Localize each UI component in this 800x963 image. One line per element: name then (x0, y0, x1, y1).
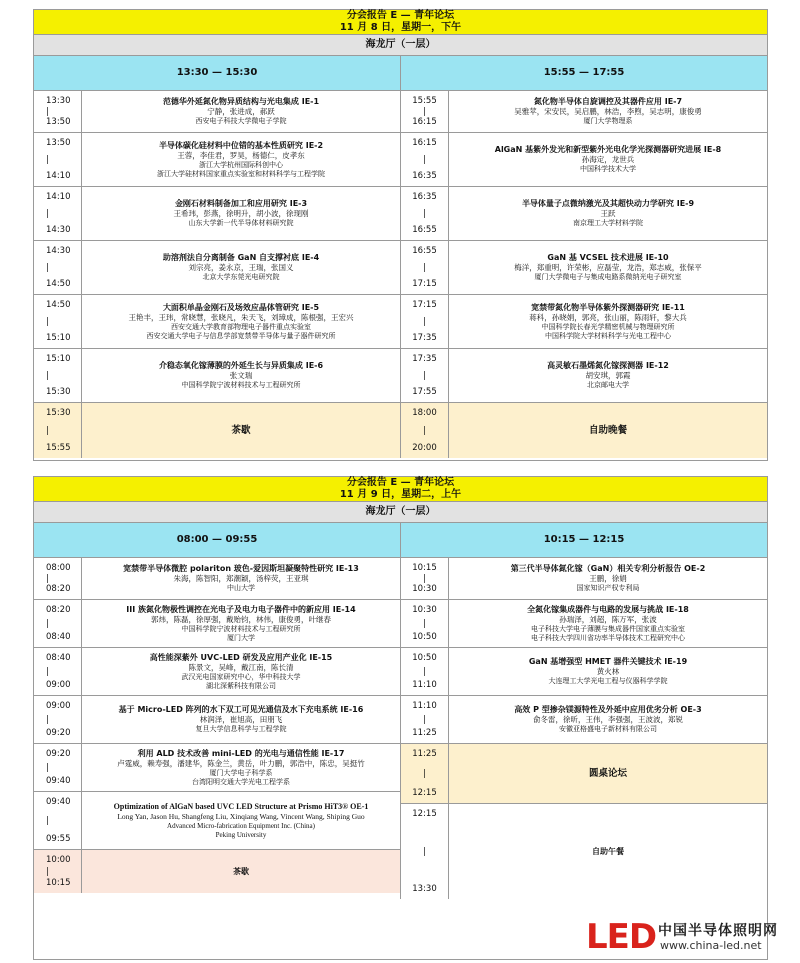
talk-title: 半导体量子点微纳激光及其超快动力学研究 IE-9 (521, 199, 695, 209)
time-slot-bar (34, 523, 767, 558)
session-title: 分会报告 E — 青年论坛 (346, 10, 455, 21)
talk-body (82, 91, 400, 132)
talk-body (449, 744, 767, 803)
talk-authors: 梅洋，郑重明，许荣彬，应磊莹，龙浩，郑志威，张保平 (514, 263, 702, 273)
talk-body (449, 558, 767, 599)
time-cell (401, 648, 449, 695)
talk-authors: 朱海，陈智阳，郑潮颖，汤梓荧，王亚琪 (173, 574, 309, 584)
talk-affiliation: 北京邮电大学 (587, 381, 629, 390)
time-separator: | (46, 370, 49, 381)
slot-right: 15:55 — 17:55 (543, 67, 625, 78)
break-row (401, 804, 767, 899)
end-time: 09:00 (46, 680, 71, 690)
slot-left: 13:30 — 15:30 (34, 56, 401, 90)
talk-affiliation: 厦门大学电子科学系 (209, 768, 273, 777)
talk-affiliation: 西安电子科技大学微电子学院 (195, 117, 287, 126)
talk-authors: 王跃 (600, 209, 616, 219)
talk-authors: 王鹏，徐娟 (589, 574, 627, 584)
talk-title: AlGaN 基紫外发光和新型紫外光电化学光探测器研究进展 IE-8 (494, 145, 722, 155)
start-time: 13:50 (46, 138, 71, 148)
hall-name: 海龙厅（一层） (34, 35, 767, 56)
time-cell (401, 133, 449, 186)
time-separator: | (46, 208, 49, 219)
start-time: 10:50 (412, 653, 437, 663)
session-header (34, 477, 767, 502)
talk-title: Optimization of AlGaN based UVC LED Structure at Prismo HiT3® OE-1 (113, 801, 369, 811)
site-logo (586, 917, 776, 957)
start-time: 08:20 (46, 605, 71, 615)
talk-authors: 林润泽，崔旭高，田朋飞 (199, 715, 283, 725)
talk-affiliation: 西安交通大学电子与信息学部宽禁带半导体与量子器件研究所 (146, 332, 336, 340)
time-separator: | (423, 768, 426, 779)
right-column (401, 558, 767, 899)
talk-title: 圆桌论坛 (588, 768, 627, 779)
talk-authors: 吴雅苹，宋安民，吴启鹏，林浩，李煦，吴志明，康俊勇 (514, 107, 702, 117)
led-logo-mark: LED (586, 917, 657, 957)
time-cell (401, 91, 449, 132)
talk-authors: 卢霆威，赖寿强，潘建华，陈金兰，黄岳，叶力鹏，郭浩中，陈忠，吴挺竹 (117, 758, 365, 768)
session-title: 分会报告 E — 青年论坛 (346, 477, 455, 488)
time-separator: | (423, 666, 426, 677)
time-separator: | (423, 316, 426, 327)
talk-row (34, 696, 400, 744)
talk-authors: 宁静，张进成，郝跃 (207, 107, 275, 117)
talk-row (34, 349, 400, 403)
talk-affiliation: 厦门大学 (227, 634, 255, 642)
time-separator: | (46, 262, 49, 273)
start-time: 10:30 (412, 605, 437, 615)
start-time: 17:15 (412, 300, 437, 310)
talk-body (82, 187, 400, 240)
talk-title: 茶歇 (231, 425, 251, 436)
talk-affiliation: 浙江大学硅材料国家重点实验室和材料科学与工程学院 (157, 170, 325, 178)
time-cell (401, 600, 449, 647)
talk-title: 宽禁带半导体微腔 polariton 玻色-爱因斯坦凝聚特性研究 IE-13 (123, 564, 359, 574)
talk-authors: 孙海定，龙世兵 (581, 155, 635, 165)
talk-row (34, 241, 400, 295)
end-time: 15:55 (46, 443, 71, 453)
talk-title: 高效 P 型掺杂镁源特性及外延中应用优劣分析 OE-3 (514, 705, 702, 715)
time-separator: | (46, 815, 49, 826)
talk-row (34, 187, 400, 241)
talk-body (82, 558, 400, 599)
talk-affiliation: 国家知识产权专利局 (576, 584, 640, 593)
talk-title: 半导体碳化硅材料中位错的基本性质研究 IE-2 (158, 140, 324, 150)
start-time: 10:00 (46, 855, 71, 865)
talk-affiliation: 中国科学院宁波材料技术与工程研究所 (181, 624, 301, 633)
time-separator: | (423, 208, 426, 219)
break-row (34, 850, 400, 893)
talk-affiliation: 电子科技大学四川省功率半导体技术工程研究中心 (531, 634, 685, 642)
talk-title: 高性能深紫外 UVC-LED 研发及应用产业化 IE-15 (149, 652, 333, 662)
time-cell (401, 295, 449, 348)
talk-authors: 王希玮，彭燕，徐明升，胡小波，徐现刚 (173, 209, 309, 219)
talk-title: 宽禁带氮化物半导体紫外探测器研究 IE-11 (531, 302, 685, 312)
talk-authors: 刘宗亮，姜永京，王瑞，张国义 (188, 263, 294, 273)
time-cell (401, 804, 449, 899)
start-time: 11:25 (412, 749, 437, 759)
talk-row (401, 295, 767, 349)
talk-affiliation: Peking University (215, 831, 267, 839)
talk-body (82, 295, 400, 348)
talk-title: 第三代半导体氮化镓（GaN）相关专利分析报告 OE-2 (510, 564, 706, 574)
start-time: 16:35 (412, 192, 437, 202)
start-time: 15:10 (46, 354, 71, 364)
end-time: 20:00 (412, 443, 437, 453)
talk-affiliation: 中山大学 (227, 584, 255, 593)
slot-right: 10:15 — 12:15 (543, 534, 625, 545)
talk-affiliation: 中国科学院长春光学精密机械与物理研究所 (541, 322, 675, 331)
talk-row (34, 648, 400, 696)
session-date: 11 月 8 日，星期一，下午 (339, 22, 462, 33)
talk-row (34, 133, 400, 187)
time-cell (401, 187, 449, 240)
end-time: 09:55 (46, 834, 71, 844)
talk-title: 自助午餐 (592, 847, 624, 856)
talk-authors: Long Yan, Jason Hu, Shangfeng Liu, Xinqiang Wang, Vincent Wang, Shiping Guo (117, 811, 365, 821)
time-cell (34, 403, 82, 458)
start-time: 12:15 (412, 809, 437, 819)
end-time: 14:50 (46, 279, 71, 289)
time-cell (34, 133, 82, 186)
time-cell (34, 696, 82, 743)
time-cell (401, 744, 449, 803)
talk-row (34, 558, 400, 600)
left-column (34, 558, 401, 899)
talk-title: 助溶剂法自分离制备 GaN 自支撑衬底 IE-4 (162, 253, 320, 263)
talk-body (82, 349, 400, 402)
time-separator: | (46, 316, 49, 327)
talk-affiliation: 大连理工大学光电工程与仪器科学学院 (548, 677, 668, 686)
time-cell (34, 744, 82, 791)
site-name: 中国半导体照明网 (658, 923, 778, 939)
talk-authors: 王蓉，李佳君，罗昊，杨德仁，皮孝东 (177, 150, 305, 160)
break-row (401, 403, 767, 458)
end-time: 17:35 (412, 333, 437, 343)
time-cell (34, 600, 82, 647)
start-time: 09:00 (46, 701, 71, 711)
end-time: 16:35 (412, 171, 437, 181)
talk-title: 介稳态氧化镓薄膜的外延生长与异质集成 IE-6 (158, 361, 324, 371)
talk-body (449, 295, 767, 348)
end-time: 08:40 (46, 632, 71, 642)
talk-title: GaN 基增强型 HMET 器件关键技术 IE-19 (528, 657, 688, 667)
end-time: 14:30 (46, 225, 71, 235)
talk-authors: 王艳丰，王玮，常晓慧，张晓凡，朱天飞，刘璋成，陈根强，王宏兴 (128, 312, 354, 322)
talk-title: 茶歇 (233, 867, 249, 876)
talk-affiliation: 中国科学技术大学 (580, 165, 636, 174)
time-cell (401, 241, 449, 294)
right-column (401, 91, 767, 458)
talk-affiliation: 西安交通大学教育部物理电子器件重点实验室 (171, 322, 311, 331)
talk-body (449, 241, 767, 294)
start-time: 14:50 (46, 300, 71, 310)
end-time: 12:15 (412, 788, 437, 798)
start-time: 11:10 (412, 701, 437, 711)
talk-body (82, 133, 400, 186)
slot-left: 08:00 — 09:55 (34, 523, 401, 557)
talk-authors: 陈景文，吴峰，戴江南，陈长清 (188, 662, 294, 672)
talk-body (82, 241, 400, 294)
start-time: 14:10 (46, 192, 71, 202)
talk-title: 大面积单晶金刚石及场效应晶体管研究 IE-5 (162, 302, 320, 312)
time-separator: | (423, 370, 426, 381)
talk-row (401, 91, 767, 133)
talk-body (449, 187, 767, 240)
talk-row (401, 133, 767, 187)
time-separator: | (423, 618, 426, 629)
talk-affiliation: 厦门大学微电子与集成电路系微纳光电子研究室 (534, 273, 682, 282)
start-time: 13:30 (46, 96, 71, 106)
time-cell (34, 295, 82, 348)
end-time: 17:15 (412, 279, 437, 289)
time-separator: | (423, 106, 426, 117)
talk-affiliation: 北京大学东莞光电研究院 (202, 273, 280, 282)
time-separator: | (46, 762, 49, 773)
time-separator: | (423, 846, 426, 857)
time-separator: | (46, 154, 49, 165)
talk-body (449, 403, 767, 458)
talk-row (34, 792, 400, 850)
time-cell (34, 349, 82, 402)
talk-authors: 蒋科，孙晓娟，郭亮，张山丽，陈雨轩，黎大兵 (529, 312, 687, 322)
time-slot-bar (34, 56, 767, 91)
end-time: 10:50 (412, 632, 437, 642)
talk-title: 自助晚餐 (588, 425, 627, 436)
talk-affiliation: 浙江大学杭州国际科创中心 (199, 160, 283, 169)
talk-body (82, 744, 400, 791)
talk-body (82, 850, 400, 893)
talk-row (401, 187, 767, 241)
start-time: 15:30 (46, 408, 71, 418)
time-cell (401, 403, 449, 458)
time-separator: | (46, 666, 49, 677)
start-time: 17:35 (412, 354, 437, 364)
talk-body (449, 600, 767, 647)
break-row (34, 403, 400, 458)
end-time: 10:15 (46, 878, 71, 888)
time-separator: | (423, 714, 426, 725)
talk-body (82, 403, 400, 458)
end-time: 16:15 (412, 117, 437, 127)
talk-row (34, 295, 400, 349)
talk-affiliation: 电子科技大学电子薄膜与集成器件国家重点实验室 (531, 624, 685, 633)
talk-title: 范德华外延氮化物异质结构与光电集成 IE-1 (162, 97, 320, 107)
schedule-day2 (33, 476, 768, 960)
session-date: 11 月 9 日，星期二，上午 (339, 489, 462, 500)
end-time: 11:10 (412, 680, 437, 690)
time-separator: | (423, 262, 426, 273)
session-header (34, 10, 767, 35)
talk-body (82, 696, 400, 743)
end-time: 14:10 (46, 171, 71, 181)
end-time: 15:10 (46, 333, 71, 343)
time-cell (401, 696, 449, 743)
talk-body (82, 648, 400, 695)
talk-authors: 俞冬雷，徐昕，王伟，李强强，王波波，郑锐 (533, 715, 683, 725)
talk-authors: 胡安琪，郭霞 (585, 371, 631, 381)
end-time: 13:50 (46, 117, 71, 127)
time-separator: | (423, 573, 426, 584)
talk-row (401, 241, 767, 295)
end-time: 09:40 (46, 776, 71, 786)
start-time: 18:00 (412, 408, 437, 418)
end-time: 16:55 (412, 225, 437, 235)
time-separator: | (46, 106, 49, 117)
time-cell (34, 648, 82, 695)
time-separator: | (46, 573, 49, 584)
talk-body (449, 696, 767, 743)
time-cell (34, 187, 82, 240)
talk-authors: 孙瑞泽，刘超，陈万军，张波 (559, 614, 657, 624)
start-time: 09:40 (46, 797, 71, 807)
talk-row (401, 558, 767, 600)
hall-name: 海龙厅（一层） (34, 502, 767, 523)
talk-authors: 张文瑞 (229, 371, 253, 381)
talk-title: 基于 Micro-LED 阵列的水下双工可见光通信及水下充电系统 IE-16 (118, 705, 364, 715)
talk-body (82, 792, 400, 849)
talk-title: GaN 基 VCSEL 技术进展 IE-10 (547, 253, 669, 263)
end-time: 11:25 (412, 728, 437, 738)
time-cell (34, 91, 82, 132)
start-time: 16:55 (412, 246, 437, 256)
talk-row (401, 696, 767, 744)
site-url: www.china-led.net (660, 939, 762, 952)
talk-body (449, 349, 767, 402)
talk-title: 高灵敏石墨烯氮化镓探测器 IE-12 (547, 361, 669, 371)
end-time: 09:20 (46, 728, 71, 738)
talk-body (449, 804, 767, 899)
time-separator: | (423, 154, 426, 165)
talk-body (449, 133, 767, 186)
end-time: 13:30 (412, 884, 437, 894)
time-cell (34, 241, 82, 294)
talk-row (34, 744, 400, 792)
start-time: 08:40 (46, 653, 71, 663)
talk-authors: 黄火林 (596, 667, 620, 677)
talk-title: 氮化物半导体自旋调控及其器件应用 IE-7 (533, 97, 683, 107)
talk-body (82, 600, 400, 647)
talk-affiliation: 南京理工大学材料学院 (573, 219, 643, 228)
start-time: 14:30 (46, 246, 71, 256)
time-cell (34, 558, 82, 599)
talk-body (449, 91, 767, 132)
talk-affiliation: 山东大学新一代半导体材料研究院 (188, 219, 294, 228)
talk-affiliation: Advanced Micro-fabrication Equipment Inc. (China) (167, 821, 315, 830)
time-separator: | (46, 618, 49, 629)
talk-title: 利用 ALD 技术改善 mini-LED 的光电与通信性能 IE-17 (137, 748, 345, 758)
time-separator: | (423, 425, 426, 436)
talk-row (401, 349, 767, 403)
talk-affiliation: 湖北深紫科技有限公司 (206, 682, 276, 690)
talk-title: 全氮化镓集成器件与电路的发展与挑战 IE-18 (527, 604, 689, 614)
start-time: 15:55 (412, 96, 437, 106)
end-time: 10:30 (412, 584, 437, 594)
talk-affiliation: 厦门大学物理系 (583, 117, 633, 126)
talk-affiliation: 复旦大学信息科学与工程学院 (195, 725, 287, 734)
talk-affiliation: 中国科学院大学材料科学与光电工程中心 (545, 332, 671, 340)
talk-title: 金刚石材料制备加工和应用研究 IE-3 (174, 199, 308, 209)
schedule-day1 (33, 9, 768, 461)
talk-title: III 族氮化物极性调控在光电子及电力电子器件中的新应用 IE-14 (126, 604, 356, 614)
end-time: 17:55 (412, 387, 437, 397)
time-cell (34, 792, 82, 849)
start-time: 10:15 (412, 563, 437, 573)
start-time: 08:00 (46, 563, 71, 573)
talk-authors: 郭炜，陈磊，徐厚强，戴贻钧，林伟，康俊勇，叶继春 (151, 614, 331, 624)
left-column (34, 91, 401, 458)
start-time: 16:15 (412, 138, 437, 148)
break-row (401, 744, 767, 804)
time-cell (401, 349, 449, 402)
talk-row (401, 648, 767, 696)
end-time: 15:30 (46, 387, 71, 397)
talk-rows (34, 558, 767, 899)
time-cell (401, 558, 449, 599)
time-separator: | (46, 425, 49, 436)
end-time: 08:20 (46, 584, 71, 594)
talk-affiliation: 中国科学院宁波材料技术与工程研究所 (181, 381, 301, 390)
talk-row (34, 91, 400, 133)
time-separator: | (46, 714, 49, 725)
talk-affiliation: 武汉光电国家研究中心，华中科技大学 (181, 672, 301, 681)
time-cell (34, 850, 82, 893)
talk-rows (34, 91, 767, 458)
talk-affiliation: 台湾阳明交通大学光电工程学系 (192, 778, 290, 786)
talk-row (34, 600, 400, 648)
talk-row (401, 600, 767, 648)
talk-body (449, 648, 767, 695)
talk-affiliation: 安徽亚格盛电子新材料有限公司 (559, 725, 657, 734)
start-time: 09:20 (46, 749, 71, 759)
time-separator: | (46, 866, 49, 877)
